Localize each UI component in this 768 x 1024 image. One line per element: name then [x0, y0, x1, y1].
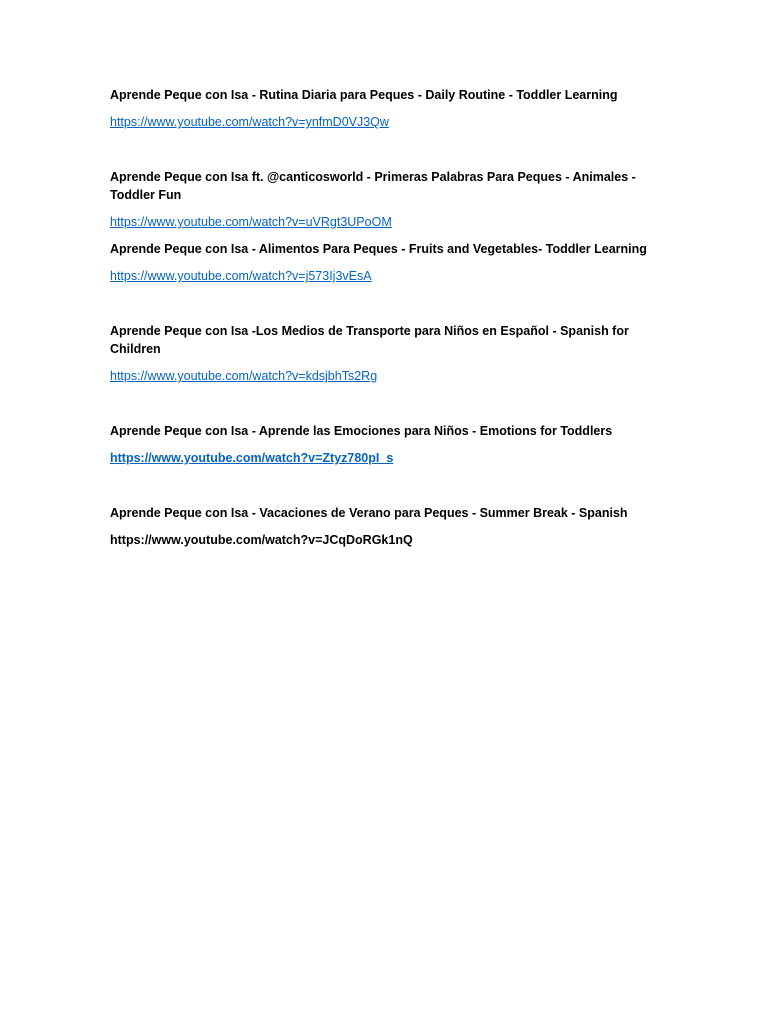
spacer	[110, 231, 655, 240]
video-link[interactable]: https://www.youtube.com/watch?v=kdsjbhTs2Rg	[110, 369, 378, 383]
video-title: Aprende Peque con Isa - Alimentos Para Peques - Fruits and Vegetables- Toddler Learning	[110, 242, 647, 256]
spacer	[110, 131, 655, 168]
video-title: Aprende Peque con Isa - Aprende las Emociones para Niños - Emotions for Toddlers	[110, 424, 613, 438]
video-link[interactable]: https://www.youtube.com/watch?v=uVRgt3UPoOM	[110, 215, 392, 229]
video-entry	[110, 168, 655, 231]
video-entry	[110, 240, 655, 285]
video-link[interactable]: https://www.youtube.com/watch?v=j573Ij3vEsA	[110, 269, 372, 283]
video-entry	[110, 422, 655, 467]
video-link[interactable]: https://www.youtube.com/watch?v=ynfmD0VJ3Qw	[110, 115, 389, 129]
spacer	[110, 467, 655, 504]
video-entry	[110, 504, 655, 549]
video-title: Aprende Peque con Isa - Rutina Diaria para Peques - Daily Routine - Toddler Learning	[110, 88, 618, 102]
document-page	[110, 86, 655, 549]
video-title: Aprende Peque con Isa - Vacaciones de Verano para Peques - Summer Break - Spanish	[110, 506, 628, 520]
video-link[interactable]: https://www.youtube.com/watch?v=Ztyz780pI_s	[110, 451, 394, 465]
video-entry	[110, 322, 655, 385]
video-url-text: https://www.youtube.com/watch?v=JCqDoRGk1nQ	[110, 533, 413, 547]
video-title: Aprende Peque con Isa -Los Medios de Transporte para Niños en Español - Spanish for Children	[110, 324, 629, 356]
spacer	[110, 285, 655, 322]
spacer	[110, 385, 655, 422]
video-title: Aprende Peque con Isa ft. @canticosworld - Primeras Palabras Para Peques - Animales - Toddler Fun	[110, 170, 636, 202]
video-entry	[110, 86, 655, 131]
